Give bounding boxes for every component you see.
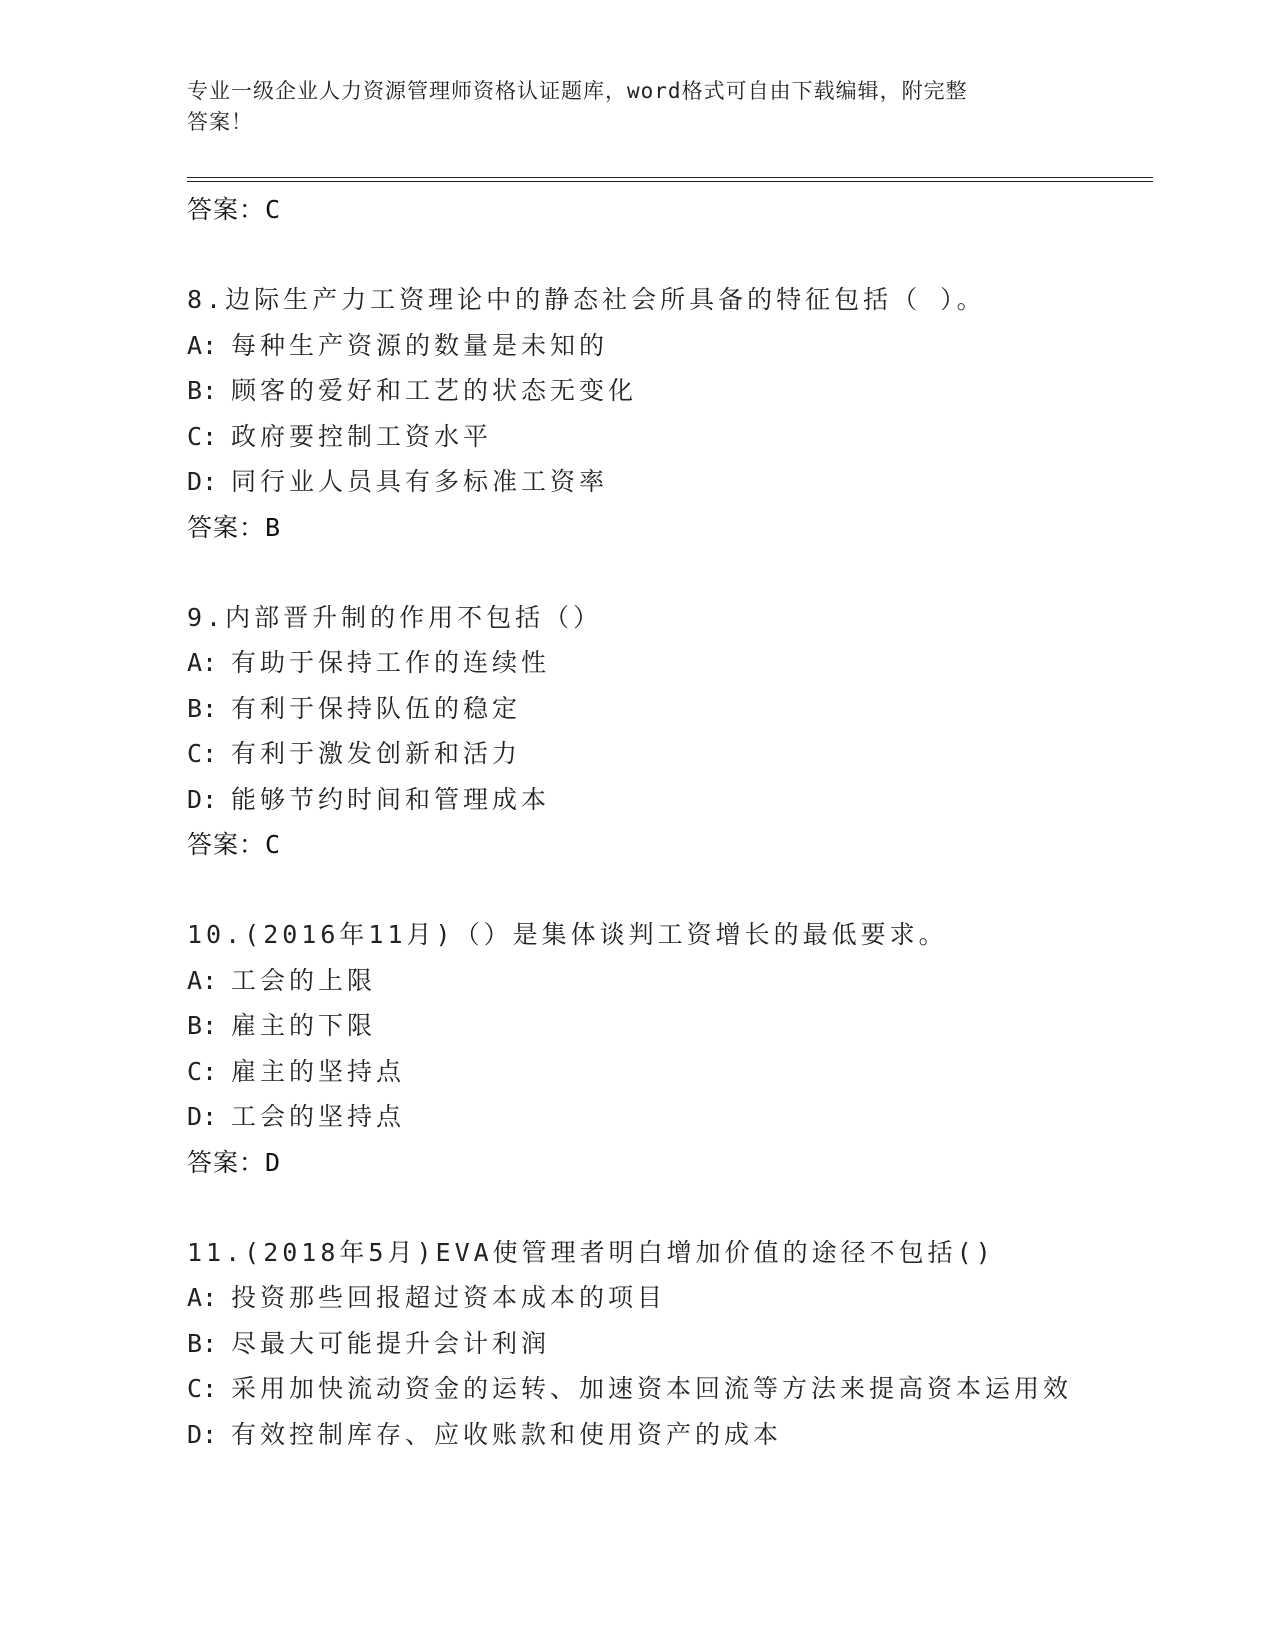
- option-letter: D:: [187, 467, 218, 496]
- option-text: 工会的上限: [231, 965, 377, 995]
- option-c: [187, 1366, 1087, 1412]
- option-text: 雇主的下限: [231, 1011, 377, 1040]
- option-text: 工会的坚持点: [231, 1102, 406, 1131]
- question-10: [187, 912, 1087, 1186]
- document-header: [187, 76, 1067, 138]
- option-b: [187, 686, 1087, 732]
- header-line-1: 专业一级企业人力资源管理师资格认证题库，word格式可自由下载编辑，附完整: [187, 79, 968, 103]
- option-letter: A:: [187, 330, 218, 360]
- answer: 答案：D: [187, 1147, 282, 1177]
- option-text: 每种生产资源的数量是未知的: [231, 330, 609, 360]
- option-d: [187, 1412, 1087, 1458]
- option-text: 有助于保持工作的连续性: [231, 648, 551, 677]
- option-letter: D:: [187, 784, 218, 814]
- option-c: [187, 731, 1087, 777]
- option-a: [187, 323, 1087, 369]
- question-list: [187, 187, 1087, 1457]
- header-divider-top: [187, 177, 1153, 178]
- question-stem: 9.内部晋升制的作用不包括（）: [187, 602, 603, 632]
- option-b: [187, 1321, 1087, 1367]
- option-text: 政府要控制工资水平: [231, 421, 493, 451]
- option-d: [187, 459, 1087, 505]
- header-divider-bottom: [187, 181, 1153, 182]
- option-letter: C:: [187, 739, 218, 768]
- option-letter: B:: [187, 693, 218, 723]
- option-text: 顾客的爱好和工艺的状态无变化: [231, 376, 638, 405]
- option-a: [187, 958, 1087, 1004]
- option-text: 同行业人员具有多标准工资率: [231, 467, 609, 496]
- option-c: [187, 414, 1087, 460]
- option-text: 投资那些回报超过资本成本的项目: [231, 1283, 667, 1312]
- header-line-2: 答案！: [187, 110, 253, 134]
- option-letter: B:: [187, 376, 218, 405]
- option-d: [187, 777, 1087, 823]
- option-letter: C:: [187, 421, 218, 451]
- option-letter: A:: [187, 1283, 218, 1312]
- question-11: [187, 1230, 1087, 1458]
- option-text: 有利于激发创新和活力: [231, 739, 522, 768]
- option-letter: D:: [187, 1102, 218, 1131]
- answer: 答案：C: [187, 830, 282, 859]
- option-letter: A:: [187, 648, 218, 677]
- option-text: 有效控制库存、应收账款和使用资产的成本: [231, 1419, 783, 1449]
- option-text: 采用加快流动资金的运转、加速资本回流等方法来提高资本运用效: [231, 1374, 1073, 1403]
- question-9: [187, 595, 1087, 869]
- option-letter: C:: [187, 1056, 218, 1086]
- answer: 答案：B: [187, 512, 282, 542]
- option-letter: B:: [187, 1011, 218, 1040]
- answer-q7: 答案：C: [187, 195, 282, 224]
- option-letter: C:: [187, 1374, 218, 1403]
- question-stem: 10.(2016年11月)（）是集体谈判工资增长的最低要求。: [187, 920, 948, 949]
- option-text: 能够节约时间和管理成本: [231, 784, 551, 814]
- option-b: [187, 1003, 1087, 1049]
- option-letter: A:: [187, 965, 218, 995]
- option-text: 有利于保持队伍的稳定: [231, 693, 522, 723]
- option-b: [187, 368, 1087, 414]
- option-letter: B:: [187, 1328, 218, 1358]
- option-letter: D:: [187, 1419, 218, 1449]
- option-d: [187, 1094, 1087, 1140]
- question-stem: 8.边际生产力工资理论中的静态社会所具备的特征包括（ ）。: [187, 285, 986, 314]
- option-text: 尽最大可能提升会计利润: [231, 1328, 551, 1358]
- question-8: [187, 277, 1087, 551]
- option-a: [187, 1275, 1087, 1321]
- option-text: 雇主的坚持点: [231, 1056, 406, 1086]
- option-a: [187, 640, 1087, 686]
- question-stem: 11.(2018年5月)EVA使管理者明白增加价值的途径不包括(): [187, 1237, 995, 1267]
- option-c: [187, 1049, 1087, 1095]
